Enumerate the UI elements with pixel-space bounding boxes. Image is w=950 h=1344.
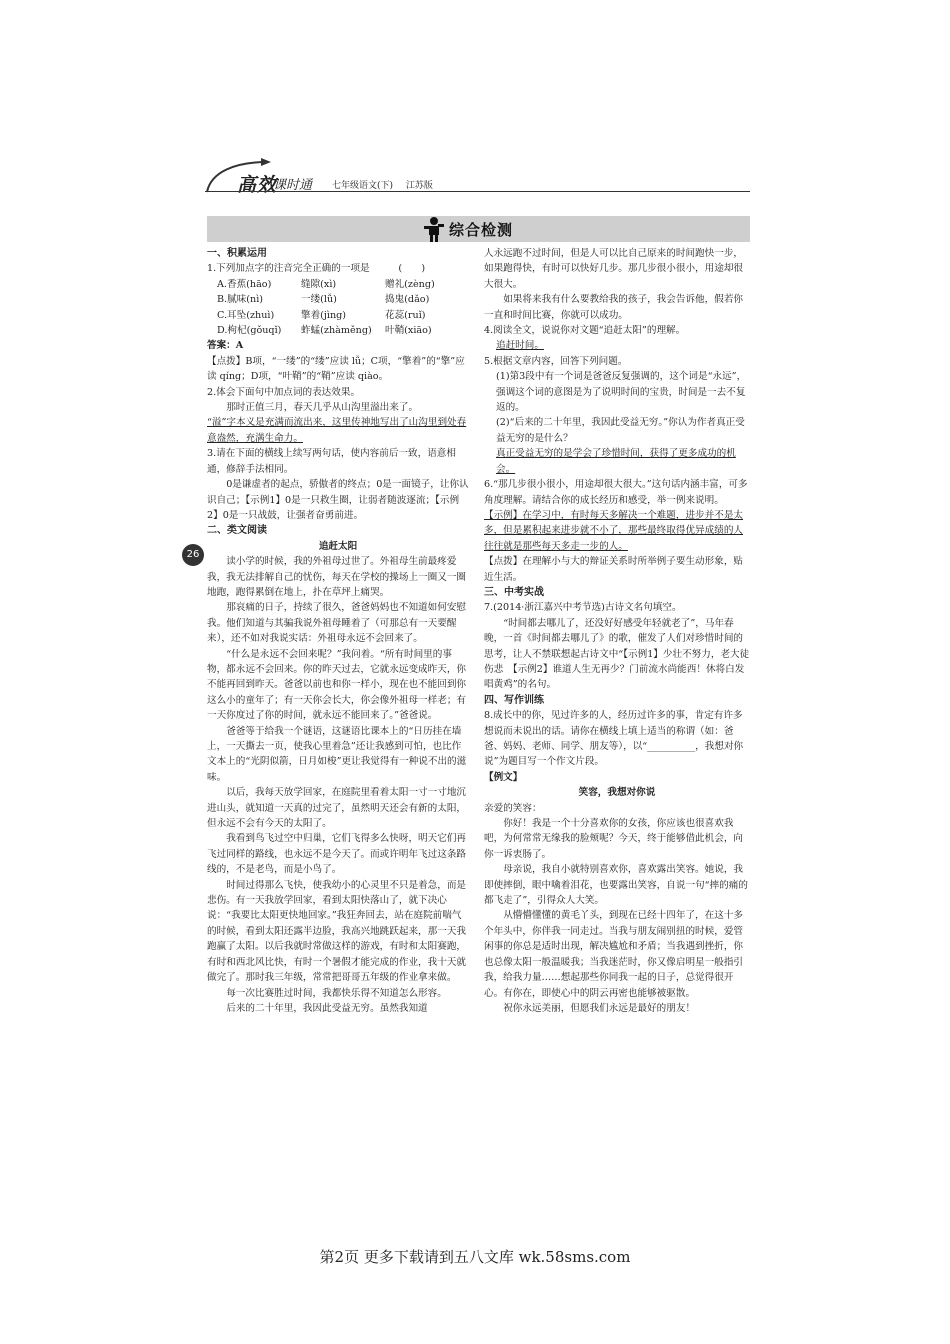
text-paragraph: 答案：A [207,340,244,352]
logo-main-text: 高效 [237,174,278,196]
text-paragraph: 5.根据文章内容，回答下列问题。 [484,355,628,367]
option-item: 缝隙(xì) [301,278,337,290]
figure-reading-icon [423,216,445,242]
option-item: 一缕(lǚ) [301,294,337,306]
section-heading: 二、类文阅读 [207,525,267,537]
edition-label: 江苏版 [405,181,433,191]
text-paragraph: 【例文】 [484,771,523,783]
text-paragraph: 0是谦虚者的起点，骄傲者的终点；0是一面镜子，让你认识自己；【示例1】0是一只救生圈，让弱者随波逐流；【示例2】0是一只战鼓，让强者奋勇前进。 [207,479,469,521]
text-paragraph: 如果将来我有什么要教给我的孩子，我会告诉他，假若你一直和时间比赛，你就可以成功。 [484,294,744,321]
page-footer: 第2页 更多下载请到五八文库 wk.58sms.com [319,1248,631,1266]
text-paragraph: “什么是永远不会回来呢？”我问着。“所有时间里的事物，都永远不会回来。你的昨天过去，它就永远变成昨天，你不能再回到昨天。爸爸以前也和你一样小，现在也不能回到你这么小的童年了；有一天你会长大，你会像外祖母一样老；有一天你度过了你的时间，就永远不能回来了。”爸爸说。 [207,648,467,722]
text-paragraph: 3.请在下面的横线上续写两句话，使内容前后一致，语意相通，修辞手法相同。 [207,448,456,475]
text-paragraph: 【点拨】B项，“一缕”的“缕”应读 lǚ；C项，“擎着”的“擎”应读 qíng；D项，“叶鞘”的“鞘”应读 qiào。 [207,355,465,383]
text-paragraph: 8.成长中的你，见过许多的人，经历过许多的事，肯定有许多想说而未说出的话。请你在横线上填上适当的称谓（如：爸爸、妈妈、老师、同学、朋友等），以“__________，我想对你说”为题目写一个作文片段。 [484,710,744,768]
text-paragraph: (1)第3段中有一个词是爸爸反复强调的，这个词是“永远”，强调这个词的意图是为了说明时间的宝贵，时间是一去不复返的。 [496,371,747,414]
text-paragraph: 那哀痛的日子，持续了很久，爸爸妈妈也不知道如何安慰我。他们知道与其骗我说外祖母睡着了（可那总有一天要醒来），还不如对我说实话：外祖母永远不会回来了。 [207,602,467,645]
text-paragraph: 以后，我每天放学回家，在庭院里看着太阳一寸一寸地沉进山头，就知道一天真的过完了，虽然明天还会有新的太阳，但永远不会有今天的太阳了。 [207,787,467,830]
section-banner [207,216,750,242]
option-item: 赠礼(zèng) [385,278,435,290]
text-paragraph: 从懵懵懂懂的黄毛丫头，到现在已经十四年了，在这十多个年头中，你伴我一同走过。当我与朋友闹别扭的时候，爱管闲事的你总是适时出现，解决尴尬和矛盾；当我遇到挫折，你也总像太阳一般温暖我；当我迷茫时，你又像启明星一般指引我，给我力量……想起那些你同我一起的日子，总觉得很开心。有你在，即使心中的阴云再密也能够被驱散。 [484,910,744,999]
text-paragraph: 我看到鸟飞过空中归巢，它们飞得多么快呀，明天它们再飞过同样的路线，也永远不是今天了。而或许明年飞过这条路线的，不是老鸟，而是小鸟了。 [207,833,467,876]
option-item: B.腻味(nì) [217,294,264,306]
text-paragraph: 追赶太阳 [318,540,358,552]
text-paragraph: 2.体会下面句中加点词的表达效果。 [207,386,361,398]
page-number-badge: 26 [182,544,204,566]
text-paragraph: 每一次比赛胜过时间，我都快乐得不知道怎么形容。 [226,987,447,999]
text-paragraph: 人永远跑不过时间，但是人可以比自己原来的时间跑快一步，如果跑得快，有时可以快好几步。那几步很小很小，用途却很大很大。 [484,248,744,290]
text-paragraph: 祝你永远美丽，但愿我们永远是最好的朋友！ [503,1002,696,1014]
text-paragraph: 爸爸等于给我一个谜语，这谜语比课本上的“日历挂在墙上，一天撕去一页，使我心里着急”还让我感到可怕，也比作文本上的“光阴似箭，日月如梭”更让我觉得有一种说不出的滋味。 [207,725,467,783]
text-paragraph: 【示例】在学习中，有时每天多解决一个难题，进步并不是太多，但是累积起来进步就不小了，那些最终取得优异成绩的人往往就是那些每天多走一步的人。 [484,509,744,552]
option-item: 捣鬼(dǎo) [385,294,430,306]
text-paragraph: 那时正值三月，春天几乎从山沟里溢出来了。 [226,402,419,414]
text-paragraph: “溢”字本义是充满而流出来，这里传神地写出了山沟里到处春意盎然，充满生命力。 [207,417,467,444]
text-paragraph: 追赶时间。 [496,340,544,352]
text-paragraph: “时间都去哪儿了，还没好好感受年轻就老了”，马年春晚，一首《时间都去哪儿了》的歌，催发了人们对珍惜时间的思考，让人不禁联想起古诗文中“【示例1】少壮不努力，老大徒伤悲 【示例2】谁道人生无再少？门前流水尚能西！休将白发唱黄鸡”的名句。 [484,617,750,691]
logo-sub-text: 课时通 [273,178,313,193]
section-heading: 一、积累运用 [207,248,267,259]
text-paragraph: (2)“后来的二十年里，我因此受益无穷。”你认为作者真正受益无穷的是什么？ [496,417,745,444]
text-paragraph: 时间过得那么飞快，使我幼小的心灵里不只是着急，而是悲伤。有一天我放学回家，看到太阳快落山了，就下决心说：“我要比太阳更快地回家。”我狂奔回去，站在庭院前喘气的时候，看到太阳还露半边脸，我高兴地跳跃起来，那一天我跑赢了太阳。以后我就时常做这样的游戏，有时和太阳赛跑，有时和西北风比快，有时一个暑假才能完成的作业，我十天就做完了。那时我三年级，常常把哥哥五年级的作业拿来做。 [207,879,467,984]
option-item: 花蕊(ruǐ) [385,309,426,321]
section-heading: 四、写作训练 [484,694,544,706]
header-meta [332,178,443,191]
text-paragraph: 【点拨】在理解小与大的辩证关系时所举例子要生动形象，贴近生活。 [484,556,744,583]
text-paragraph: 真正受益无穷的是学会了珍惜时间，获得了更多成功的机会。 [496,448,736,475]
text-paragraph: 笑容，我想对你说 [578,787,656,799]
text-paragraph: 后来的二十年里，我因此受益无穷。虽然我知道 [226,1002,428,1014]
text-paragraph [207,277,469,292]
header-rule [205,191,750,192]
grade-label: 七年级语文(下) [332,181,394,191]
section-heading: 三、中考实战 [484,586,544,598]
left-column [207,246,469,1016]
text-paragraph: 1.下列加点字的注音完全正确的一项是 ( ) [207,263,426,275]
option-item: 擎着(jìng) [301,309,347,321]
text-paragraph: 4.阅读全文，说说你对文题“追赶太阳”的理解。 [484,325,686,337]
option-item: A.香蕉(hāo) [217,278,272,290]
option-item: 蚱蜢(zhàměng) [301,325,372,337]
text-paragraph [207,292,469,307]
text-paragraph [207,308,469,323]
text-paragraph: 读小学的时候，我的外祖母过世了。外祖母生前最疼爱我，我无法排解自己的忧伤，每天在学校的操场上一圈又一圈地跑，跑得累倒在地上，扑在草坪上痛哭。 [207,556,467,598]
text-paragraph: 亲爱的笑容： [484,802,542,814]
text-paragraph [207,323,469,338]
text-paragraph: 母亲说，我自小就特别喜欢你，喜欢露出笑容。她说，我即使摔倒，眼中噙着泪花，也要露出笑容，自说一句“摔的痛的都飞走了”，引得众人大笑。 [484,864,748,907]
option-item: 叶鞘(xiāo) [385,325,432,337]
page-header [205,158,750,198]
text-paragraph: 6.“那几步很小很小，用途却很大很大。”这句话内涵丰富，可多角度理解。请结合你的成长经历和感受，举一例来说明。 [484,479,748,506]
text-paragraph: 7.(2014·浙江嘉兴中考节选)古诗文名句填空。 [484,602,682,614]
option-item: C.耳坠(zhuì) [217,309,275,321]
option-item: D.枸杞(gǒuqǐ) [217,325,282,337]
banner-title: 综合检测 [449,221,514,239]
text-paragraph: 你好！我是一个十分喜欢你的女孩，你应该也很喜欢我吧，为何常常无缘我的脸颊呢？今天，终于能够借此机会，向你一诉衷肠了。 [484,818,744,860]
right-column [484,246,750,1016]
